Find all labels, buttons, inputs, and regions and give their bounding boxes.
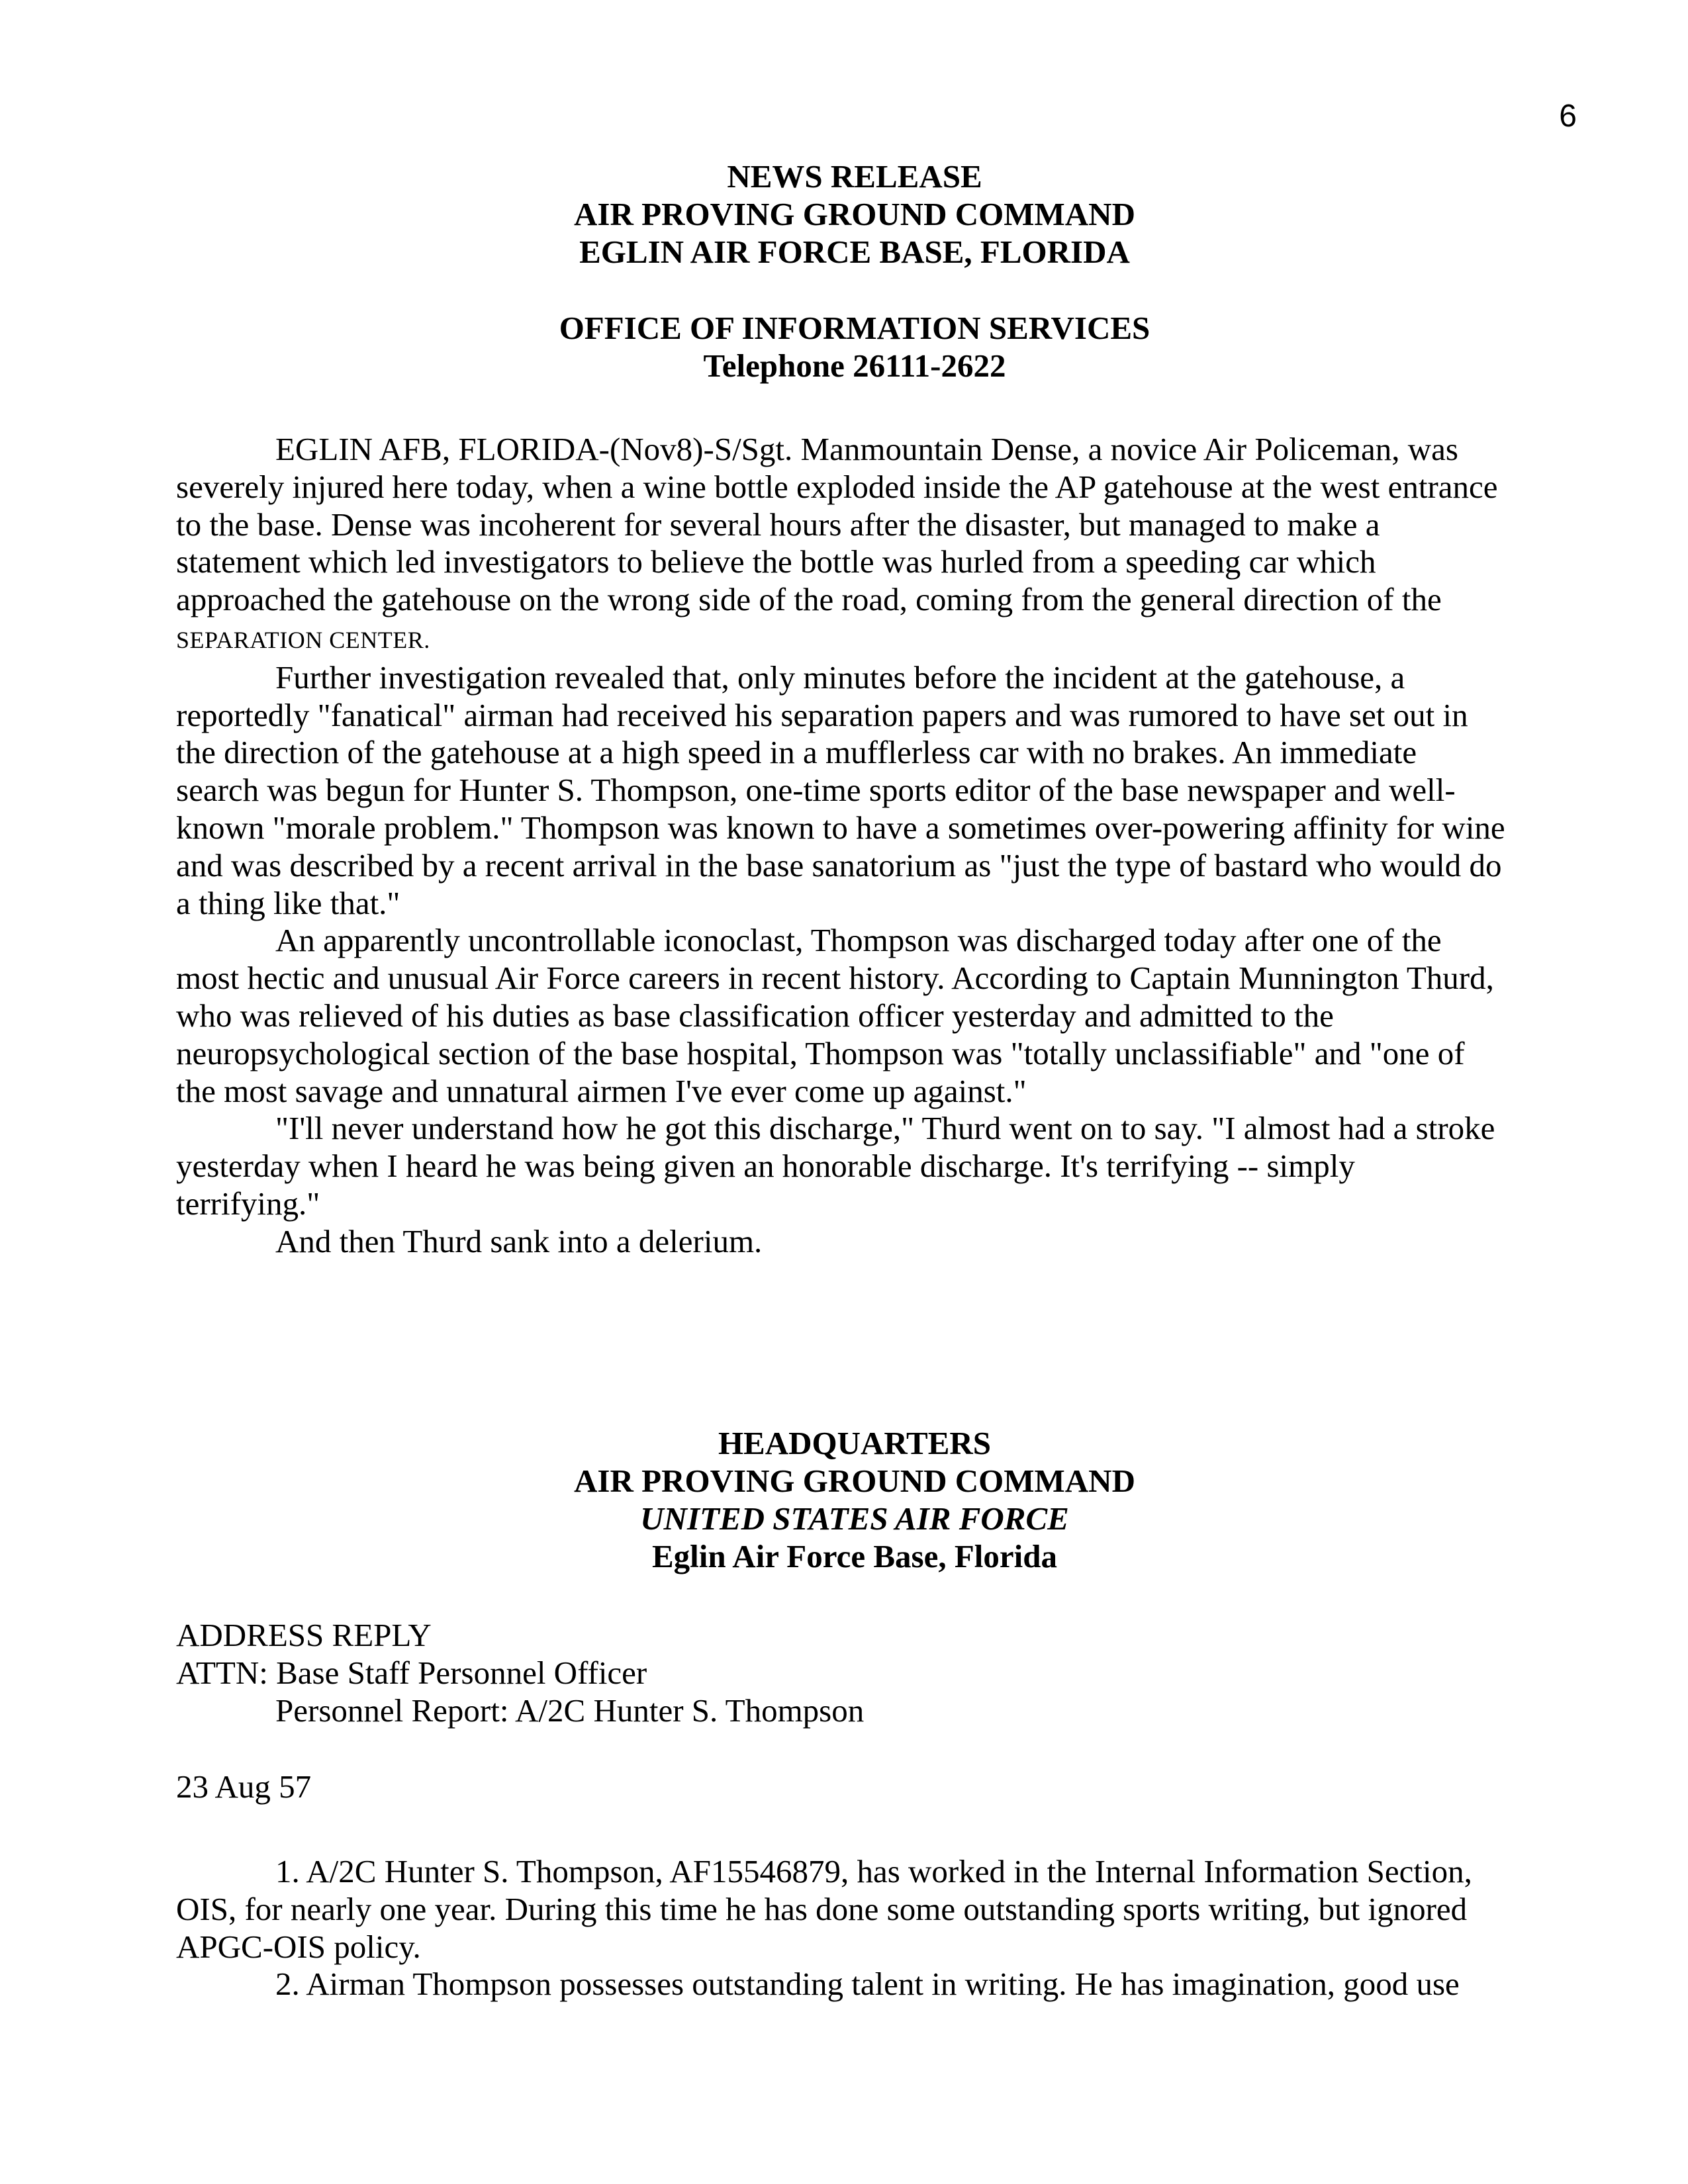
news-release-body <box>176 431 1507 1261</box>
memo-address-block <box>176 1616 1507 1729</box>
telephone-line: Telephone 26111-2622 <box>703 347 1006 384</box>
memo-date: 23 Aug 57 <box>176 1768 312 1805</box>
heading-line: HEADQUARTERS <box>718 1425 992 1461</box>
address-reply: ADDRESS REPLY <box>176 1617 432 1653</box>
subject-line: Personnel Report: A/2C Hunter S. Thompson <box>275 1692 865 1729</box>
office-title: OFFICE OF INFORMATION SERVICES <box>559 310 1150 346</box>
paragraph: An apparently uncontrollable iconoclast, Thompson was discharged today after one of the most hectic and unusual Air Force careers in recent history. According to Captain Munnington Thurd, who was relieved of his duties as base classification officer yesterday and admitted to the neuropsychological section of the base hospital, Thompson was "totally unclassifiable" and "one of the most savage and unnatural airmen I've ever come up against." <box>176 922 1494 1109</box>
heading-line-italic: UNITED STATES AIR FORCE <box>640 1500 1069 1537</box>
paragraph: EGLIN AFB, FLORIDA-(Nov8)-S/Sgt. Manmountain Dense, a novice Air Policeman, was severely injured here today, when a wine bottle exploded inside the AP gatehouse at the west entrance to the base. Dense was incoherent for several hours after the disaster, but managed to make a statement which led investigators to believe the bottle was hurled from a speeding car which approached the gatehouse on the wrong side of the road, coming from the general direction of the SEPARATION CENTER. <box>176 431 1498 653</box>
headquarters-section <box>176 1424 1507 2003</box>
heading-line: Eglin Air Force Base, Florida <box>651 1538 1058 1574</box>
heading-line: AIR PROVING GROUND COMMAND <box>574 196 1135 232</box>
news-release-section <box>176 158 1507 1261</box>
memo-item: 1. A/2C Hunter S. Thompson, AF15546879, has worked in the Internal Information Section, OIS, for nearly one year. During this time he has done some outstanding sports writing, but ignored APGC-OIS policy. <box>176 1853 1472 1965</box>
separation-center-text: SEPARATION CENTER. <box>176 626 430 653</box>
page-number: 6 <box>1559 99 1577 134</box>
memo-items <box>176 1853 1507 2003</box>
memo-item: 2. Airman Thompson possesses outstanding talent in writing. He has imagination, good use <box>275 1966 1460 2003</box>
news-release-heading <box>176 158 1507 385</box>
paragraph: "I'll never understand how he got this discharge," Thurd went on to say. "I almost had a stroke yesterday when I heard he was being given an honorable discharge. It's terrifying -- simply terrifying." <box>176 1110 1495 1222</box>
heading-line: EGLIN AIR FORCE BASE, FLORIDA <box>579 234 1130 270</box>
attn-line: ATTN: Base Staff Personnel Officer <box>176 1655 647 1691</box>
paragraph: And then Thurd sank into a delerium. <box>275 1222 763 1259</box>
heading-line: AIR PROVING GROUND COMMAND <box>574 1463 1135 1499</box>
paragraph: Further investigation revealed that, only minutes before the incident at the gatehouse, a reportedly "fanatical" airman had received his separation papers and was rumored to have set out in the direction of the gatehouse at a high speed in a mufflerless car with no brakes. An immediate search was begun for Hunter S. Thompson, one-time sports editor of the base newspaper and well-known "morale problem." Thompson was known to have a sometimes over-powering affinity for wine and was described by a recent arrival in the base sanatorium as "just the type of bastard who would do a thing like that." <box>176 659 1505 921</box>
headquarters-heading <box>176 1424 1507 1575</box>
heading-line: NEWS RELEASE <box>727 158 982 195</box>
